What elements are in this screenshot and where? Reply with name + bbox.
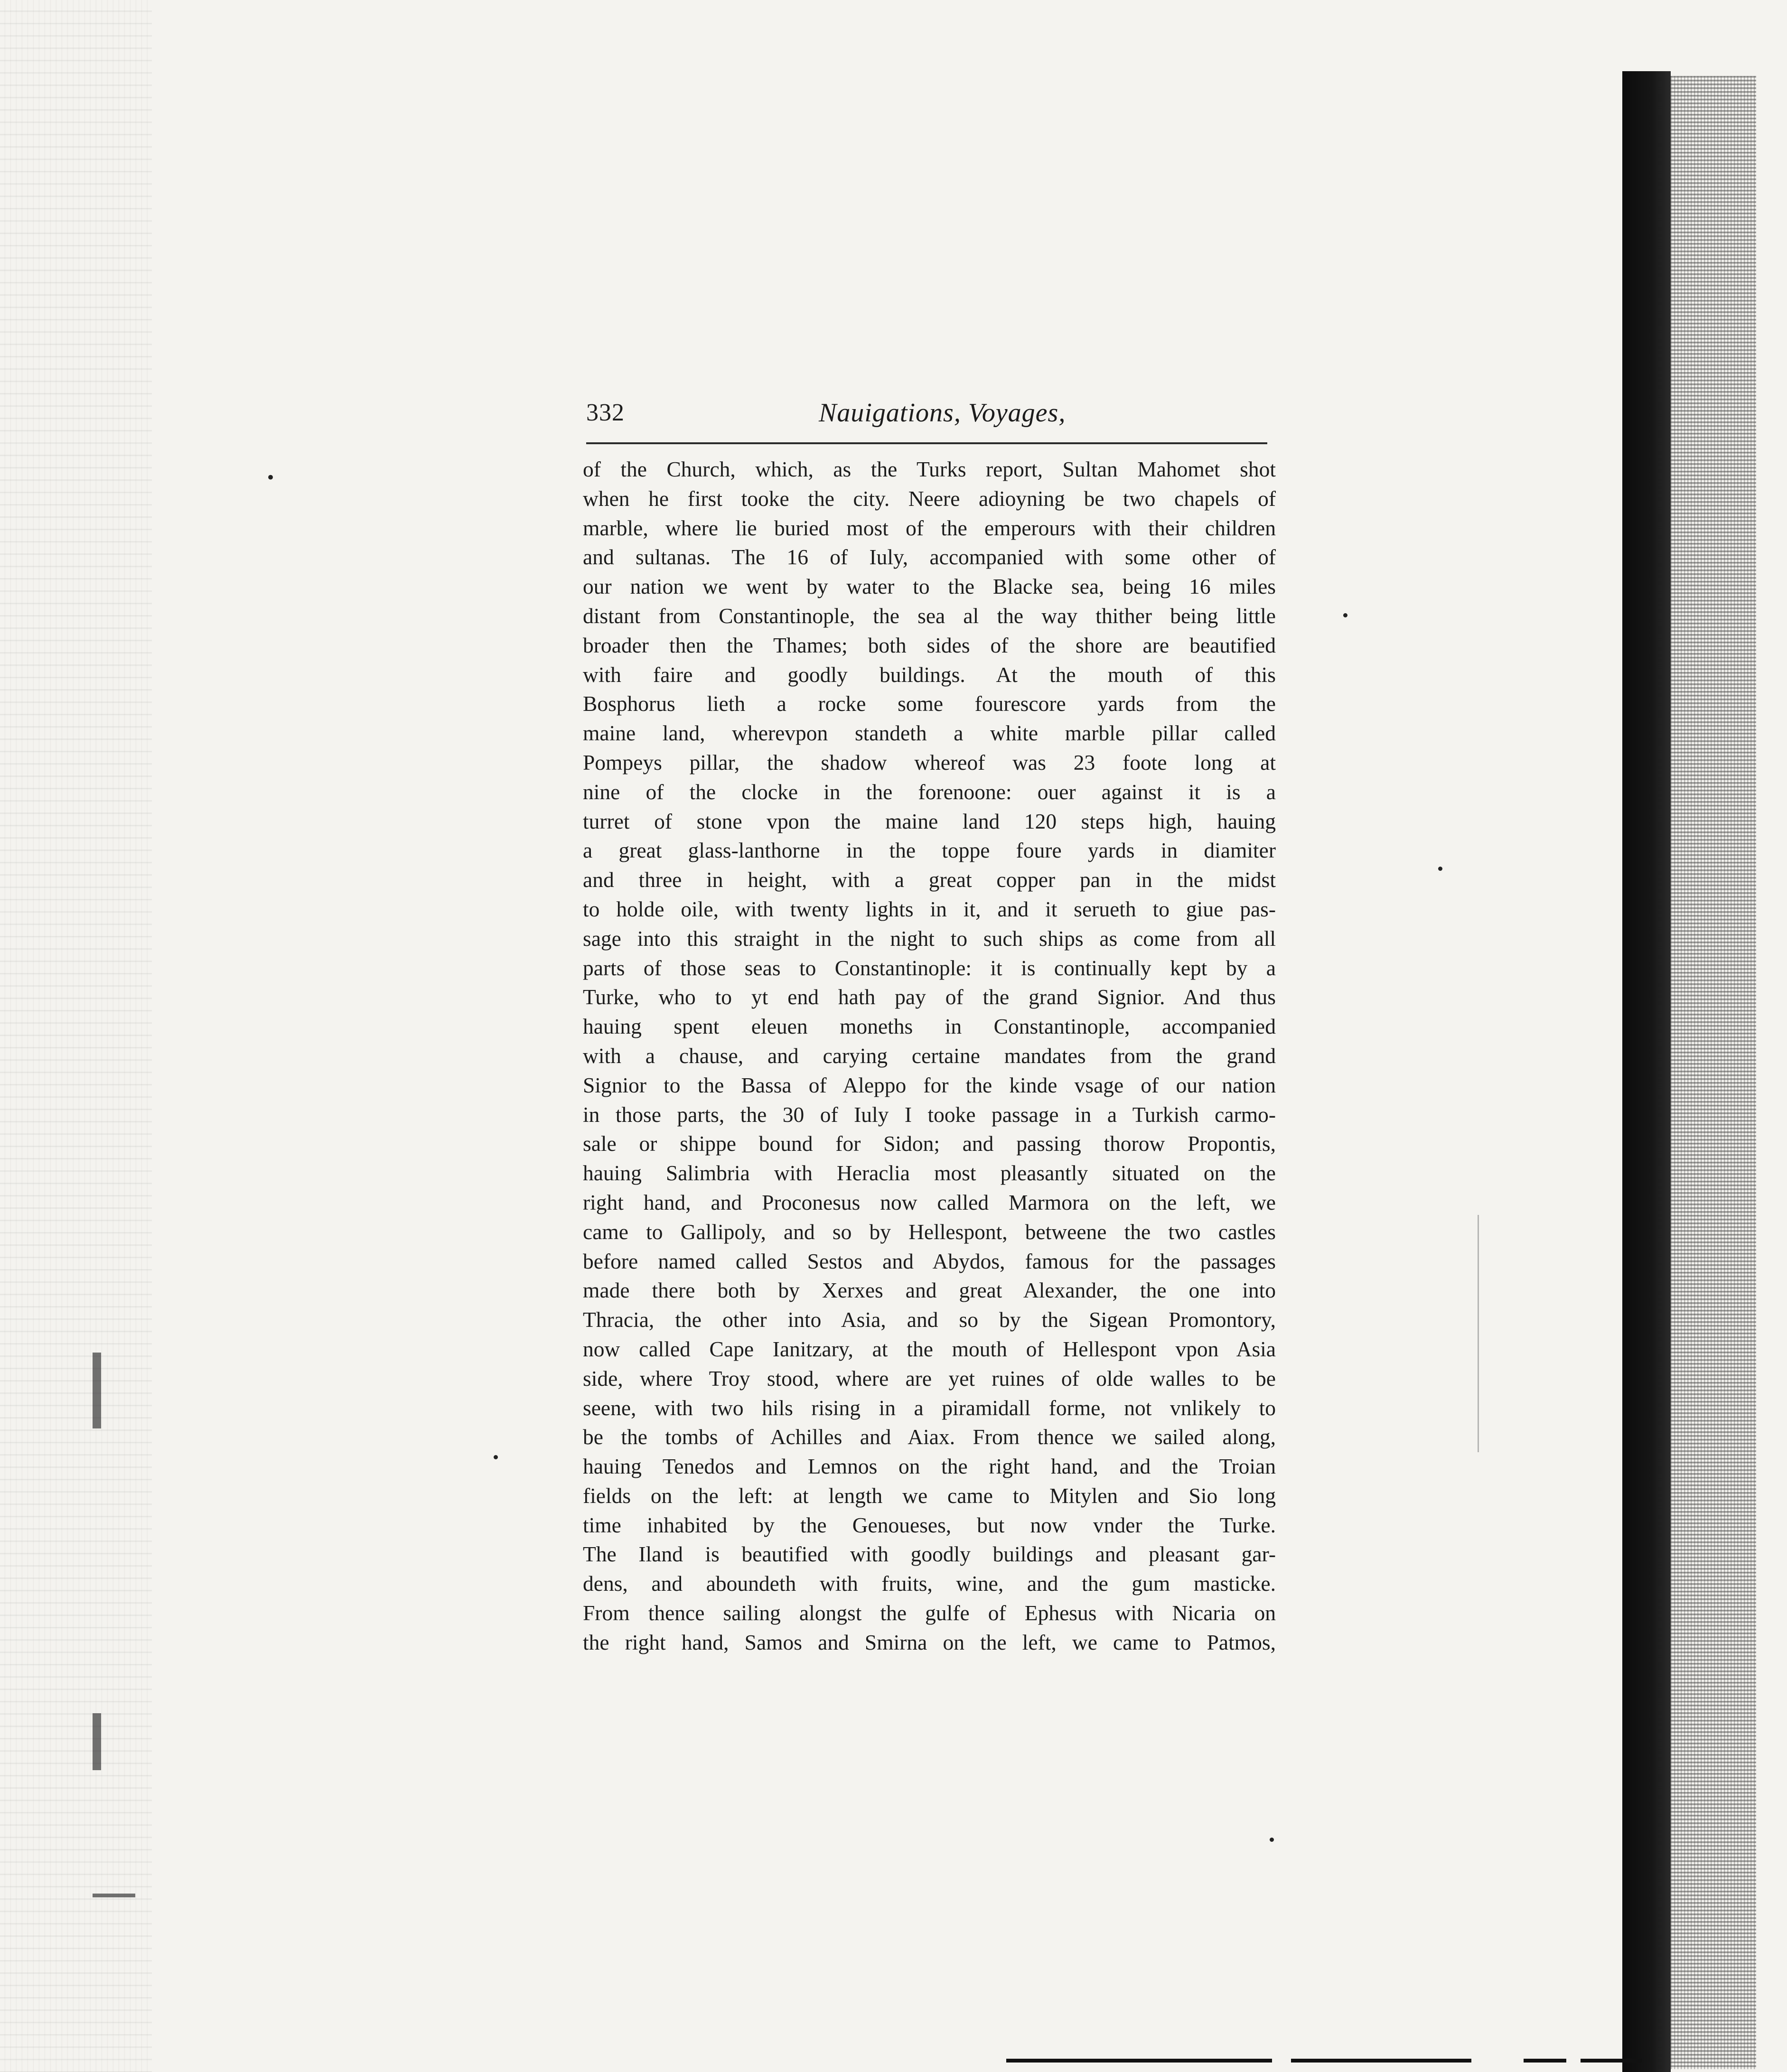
text-line: with faire and goodly buildings. At the mouth of this	[583, 662, 1276, 687]
text-line: time inhabited by the Genoueses, but now vnder the Turke.	[583, 1512, 1276, 1537]
text-line: From thence sailing alongst the gulfe of Ephesus with Nicaria on	[583, 1601, 1276, 1625]
text-line: Turke, who to yt end hath pay of the grand Signior. And thus	[583, 985, 1276, 1009]
text-line: be the tombs of Achilles and Aiax. From thence we sailed along,	[583, 1425, 1276, 1449]
scan-edge-mark	[93, 1713, 101, 1770]
text-line: maine land, wherevpon standeth a white marble pillar called	[583, 721, 1276, 746]
margin-ink-mark: •	[266, 468, 276, 487]
header-rule	[586, 442, 1267, 444]
text-line: of the Church, which, as the Turks report, Sultan Mahomet shot	[583, 457, 1276, 481]
text-line: marble, where lie buried most of the emperours with their children	[583, 515, 1276, 540]
text-line: The Iland is beautified with goodly buildings and pleasant gar-	[583, 1542, 1276, 1567]
text-line: hauing Salimbria with Heraclia most pleasantly situated on the	[583, 1161, 1276, 1185]
text-line: and sultanas. The 16 of Iuly, accompanied with some other of	[583, 545, 1276, 569]
text-line: broader then the Thames; both sides of the shore are beautified	[583, 633, 1276, 657]
text-line: Pompeys pillar, the shadow whereof was 23 foote long at	[583, 750, 1276, 775]
text-line: and three in height, with a great copper pan in the midst	[583, 868, 1276, 892]
text-line: dens, and aboundeth with fruits, wine, and the gum masticke.	[583, 1571, 1276, 1596]
page-header	[586, 396, 1265, 429]
text-line: before named called Sestos and Abydos, famous for the passages	[583, 1249, 1276, 1273]
text-line: seene, with two hils rising in a piramidall forme, not vnlikely to	[583, 1395, 1276, 1420]
text-line: nine of the clocke in the forenoone: ouer against it is a	[583, 779, 1276, 804]
scan-speck	[1438, 867, 1442, 871]
text-line: the right hand, Samos and Smirna on the left, we came to Patmos,	[583, 1630, 1276, 1654]
scan-edge-mark	[93, 1353, 101, 1428]
text-line: came to Gallipoly, and so by Hellespont, betweene the two castles	[583, 1219, 1276, 1244]
text-line: made there both by Xerxes and great Alexander, the one into	[583, 1278, 1276, 1303]
scan-speck	[1343, 613, 1347, 617]
scan-speck	[1270, 1838, 1274, 1842]
text-line: with a chause, and carying certaine mandates from the grand	[583, 1043, 1276, 1068]
scan-artifact-dash	[1291, 2059, 1471, 2063]
text-line: a great glass-lanthorne in the toppe foure yards in diamiter	[583, 838, 1276, 863]
text-line: our nation we went by water to the Blacke sea, being 16 miles	[583, 574, 1276, 599]
text-line: fields on the left: at length we came to Mitylen and Sio long	[583, 1483, 1276, 1508]
scan-edge-noise-right	[1671, 76, 1756, 2069]
text-line: hauing spent eleuen moneths in Constantinople, accompanied	[583, 1014, 1276, 1039]
scan-speck	[494, 1455, 498, 1459]
running-head: Nauigations, Voyages,	[819, 398, 1066, 428]
text-line: side, where Troy stood, where are yet ruines of olde walles to be	[583, 1366, 1276, 1391]
binding-shadow-bar	[1622, 71, 1671, 2072]
text-line: Bosphorus lieth a rocke some fourescore yards from the	[583, 691, 1276, 716]
text-line: right hand, and Proconesus now called Marmora on the left, we	[583, 1190, 1276, 1214]
text-line: sage into this straight in the night to such ships as come from all	[583, 926, 1276, 951]
body-text	[583, 455, 1276, 1657]
scan-artifact-dash	[1524, 2059, 1566, 2063]
text-line: Signior to the Bassa of Aleppo for the kinde vsage of our nation	[583, 1073, 1276, 1097]
text-line: hauing Tenedos and Lemnos on the right hand, and the Troian	[583, 1454, 1276, 1479]
text-line: turret of stone vpon the maine land 120 steps high, hauing	[583, 809, 1276, 833]
page-number: 332	[586, 399, 625, 426]
scan-artifact-dash	[1581, 2059, 1642, 2063]
scan-artifact-dash	[1006, 2059, 1272, 2063]
text-line: sale or shippe bound for Sidon; and passing thorow Propontis,	[583, 1131, 1276, 1156]
scan-artifact-line	[1478, 1215, 1479, 1452]
text-line: distant from Constantinople, the sea al the way thither being little	[583, 603, 1276, 628]
text-line: to holde oile, with twenty lights in it, and it serueth to giue pas-	[583, 896, 1276, 921]
text-line: when he first tooke the city. Neere adioyning be two chapels of	[583, 486, 1276, 511]
scan-edge-mark	[93, 1894, 135, 1897]
text-line: Thracia, the other into Asia, and so by the Sigean Promontory,	[583, 1307, 1276, 1332]
scan-edge-noise-left	[0, 0, 152, 2072]
text-line: parts of those seas to Constantinople: it is continually kept by a	[583, 955, 1276, 980]
text-line: in those parts, the 30 of Iuly I tooke passage in a Turkish carmo-	[583, 1102, 1276, 1127]
text-line: now called Cape Ianitzary, at the mouth of Hellespont vpon Asia	[583, 1336, 1276, 1361]
